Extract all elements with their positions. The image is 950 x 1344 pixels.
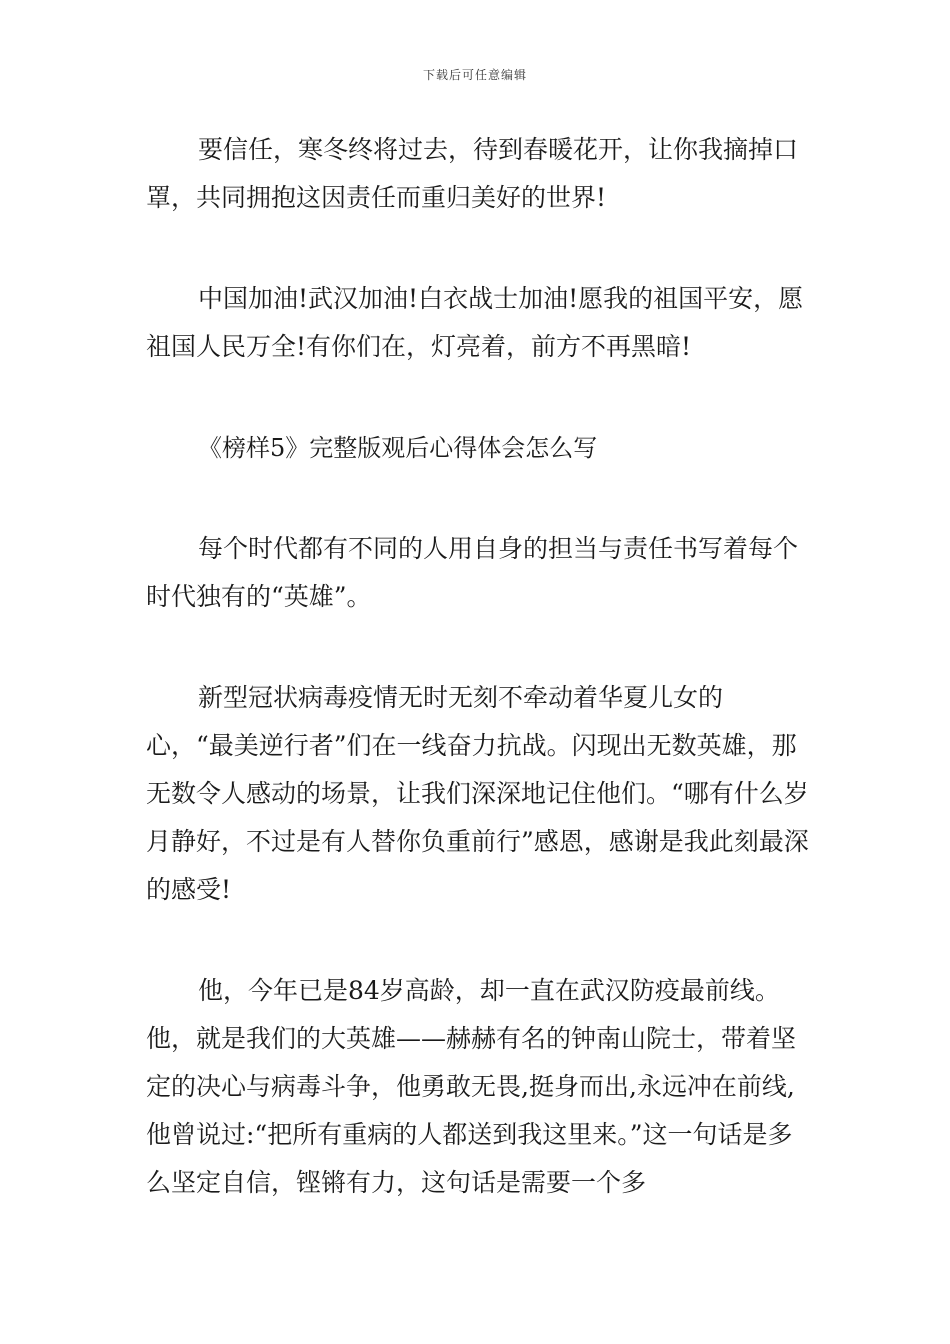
paragraph-gap — [146, 472, 810, 525]
paragraph-heroes: 每个时代都有不同的人用自身的担当与责任书写着每个时代独有的“英雄”。 — [146, 534, 799, 611]
paragraph-gap — [146, 914, 810, 967]
paragraph-gap — [146, 222, 810, 275]
paragraph-cheer: 中国加油!武汉加油!白衣战士加油!愿我的祖国平安，愿祖国人民万全!有你们在，灯亮着，前方不再黑暗! — [146, 284, 804, 361]
paragraph-zhong-nanshan: 他，今年已是84岁高龄，却一直在武汉防疫最前线。他，就是我们的大英雄——赫赫有名的钟南山院士，带着坚定的决心与病毒斗争，他勇敢无畏,挺身而出,永远冲在前线,他曾说过:“把所有重病的人都送到我这里来。”这一句话是多么坚定自信，铿锵有力，这句话是需要一个多 — [146, 976, 797, 1197]
paragraph-gap — [146, 621, 810, 674]
document-body — [146, 126, 810, 1207]
paragraph-gap — [146, 371, 810, 424]
paragraph-hope: 要信任，寒冬终将过去，待到春暖花开，让你我摘掉口罩，共同拥抱这因责任而重归美好的世界! — [146, 135, 799, 212]
section-title: 《榜样5》完整版观后心得体会怎么写 — [198, 434, 598, 462]
page-header-note: 下载后可任意编辑 — [422, 68, 527, 82]
paragraph-epidemic: 新型冠状病毒疫情无时无刻不牵动着华夏儿女的心，“最美逆行者”们在一线奋力抗战。闪现出无数英雄，那无数令人感动的场景，让我们深深地记住他们。“哪有什么岁月静好，不过是有人替你负重前行”感恩，感谢是我此刻最深的感受! — [146, 683, 809, 904]
